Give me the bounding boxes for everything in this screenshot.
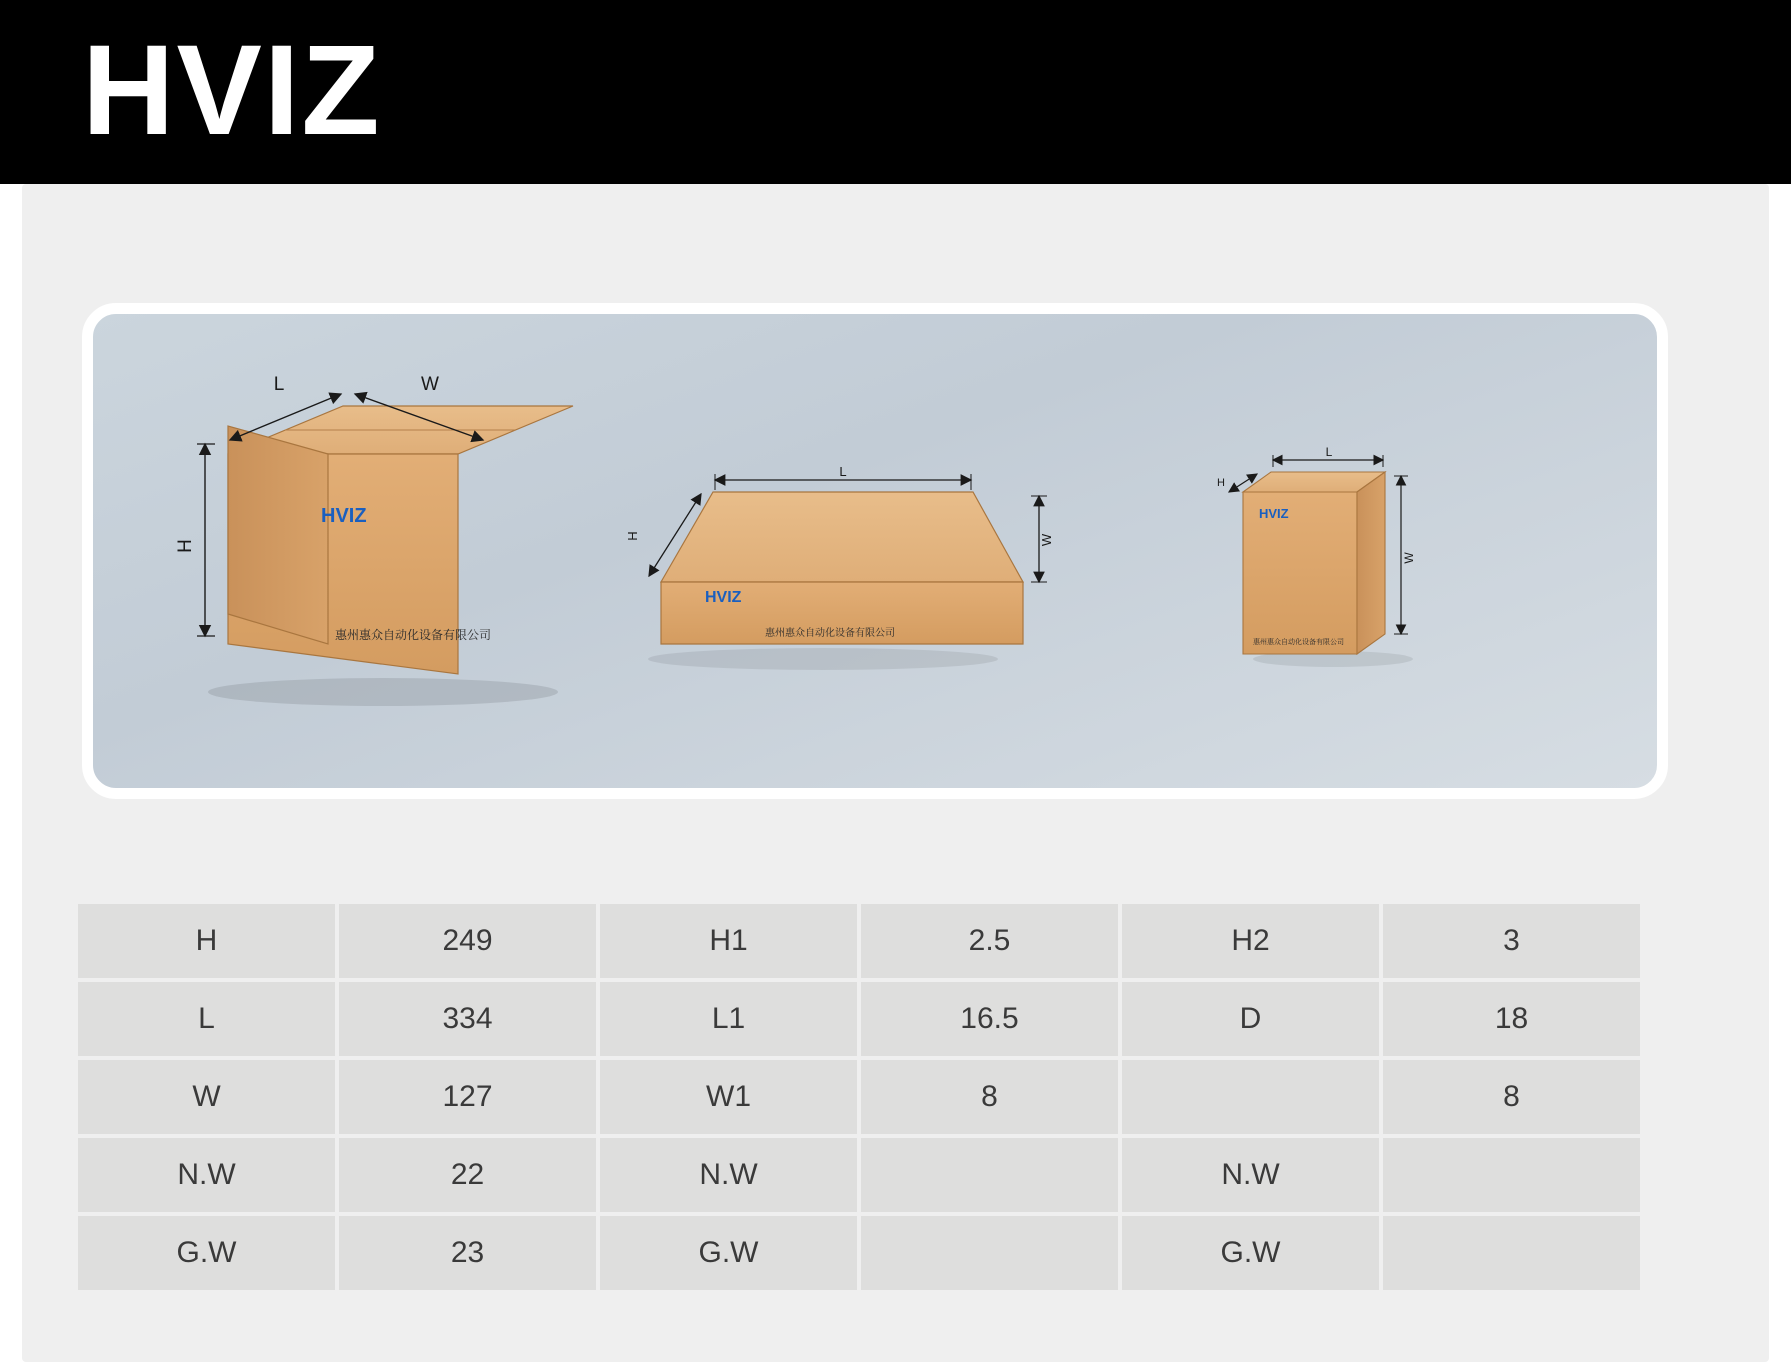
carton-company-flat: 惠州惠众自动化设备有限公司 [765,628,895,639]
cell-value: 334 [339,982,596,1056]
brand-logo-text: HVIZ [82,19,382,162]
cell-label: N.W [1122,1138,1379,1212]
dim-label-L-large: L [273,374,285,395]
dim-label-W-flat: W [1039,533,1054,547]
carton-box-large [175,374,573,706]
dim-label-H-flat: H [625,531,640,541]
cell-value: 18 [1383,982,1640,1056]
cell-label: L1 [600,982,857,1056]
cell-value [1383,1216,1640,1290]
table-row [78,1138,1640,1212]
cell-value: 16.5 [861,982,1118,1056]
cell-value [861,1138,1118,1212]
cell-value: 23 [339,1216,596,1290]
cell-label [1122,1060,1379,1134]
carton-company-small: 惠州惠众自动化设备有限公司 [1253,639,1344,646]
cell-value: 127 [339,1060,596,1134]
carton-box-small [1217,445,1416,667]
table-row [78,1216,1640,1290]
table-row [78,904,1640,978]
specification-table [74,900,1644,1294]
cell-value [861,1216,1118,1290]
packaging-illustration-card [82,303,1668,799]
cell-label: H2 [1122,904,1379,978]
cell-label: L [78,982,335,1056]
carton-company-large: 惠州惠众自动化设备有限公司 [335,628,492,642]
cell-value: 249 [339,904,596,978]
dim-label-H-large: H [175,539,196,553]
header-bar [0,0,1791,184]
cell-label: G.W [78,1216,335,1290]
carton-logo-small: HVIZ [1259,506,1289,521]
cell-value: 22 [339,1138,596,1212]
dim-label-L-flat: L [839,464,847,479]
table-row [78,1060,1640,1134]
cell-label: N.W [78,1138,335,1212]
carton-logo-large: HVIZ [321,505,367,527]
cell-value: 2.5 [861,904,1118,978]
cell-value: 3 [1383,904,1640,978]
dim-label-H-small: H [1217,477,1225,489]
dim-label-W-large: W [421,374,439,395]
cell-label: D [1122,982,1379,1056]
carton-logo-flat: HVIZ [705,589,742,606]
cell-value: 8 [861,1060,1118,1134]
table-row [78,982,1640,1056]
cell-label: H1 [600,904,857,978]
dim-label-W-small: W [1402,552,1416,564]
cell-label: N.W [600,1138,857,1212]
cell-label: W [78,1060,335,1134]
cell-label: W1 [600,1060,857,1134]
cell-value: 8 [1383,1060,1640,1134]
cell-label: G.W [600,1216,857,1290]
packaging-diagram [93,314,1657,788]
dim-label-L-small: L [1325,445,1333,459]
cell-label: H [78,904,335,978]
cell-label: G.W [1122,1216,1379,1290]
cell-value [1383,1138,1640,1212]
carton-box-flat [625,464,1054,670]
